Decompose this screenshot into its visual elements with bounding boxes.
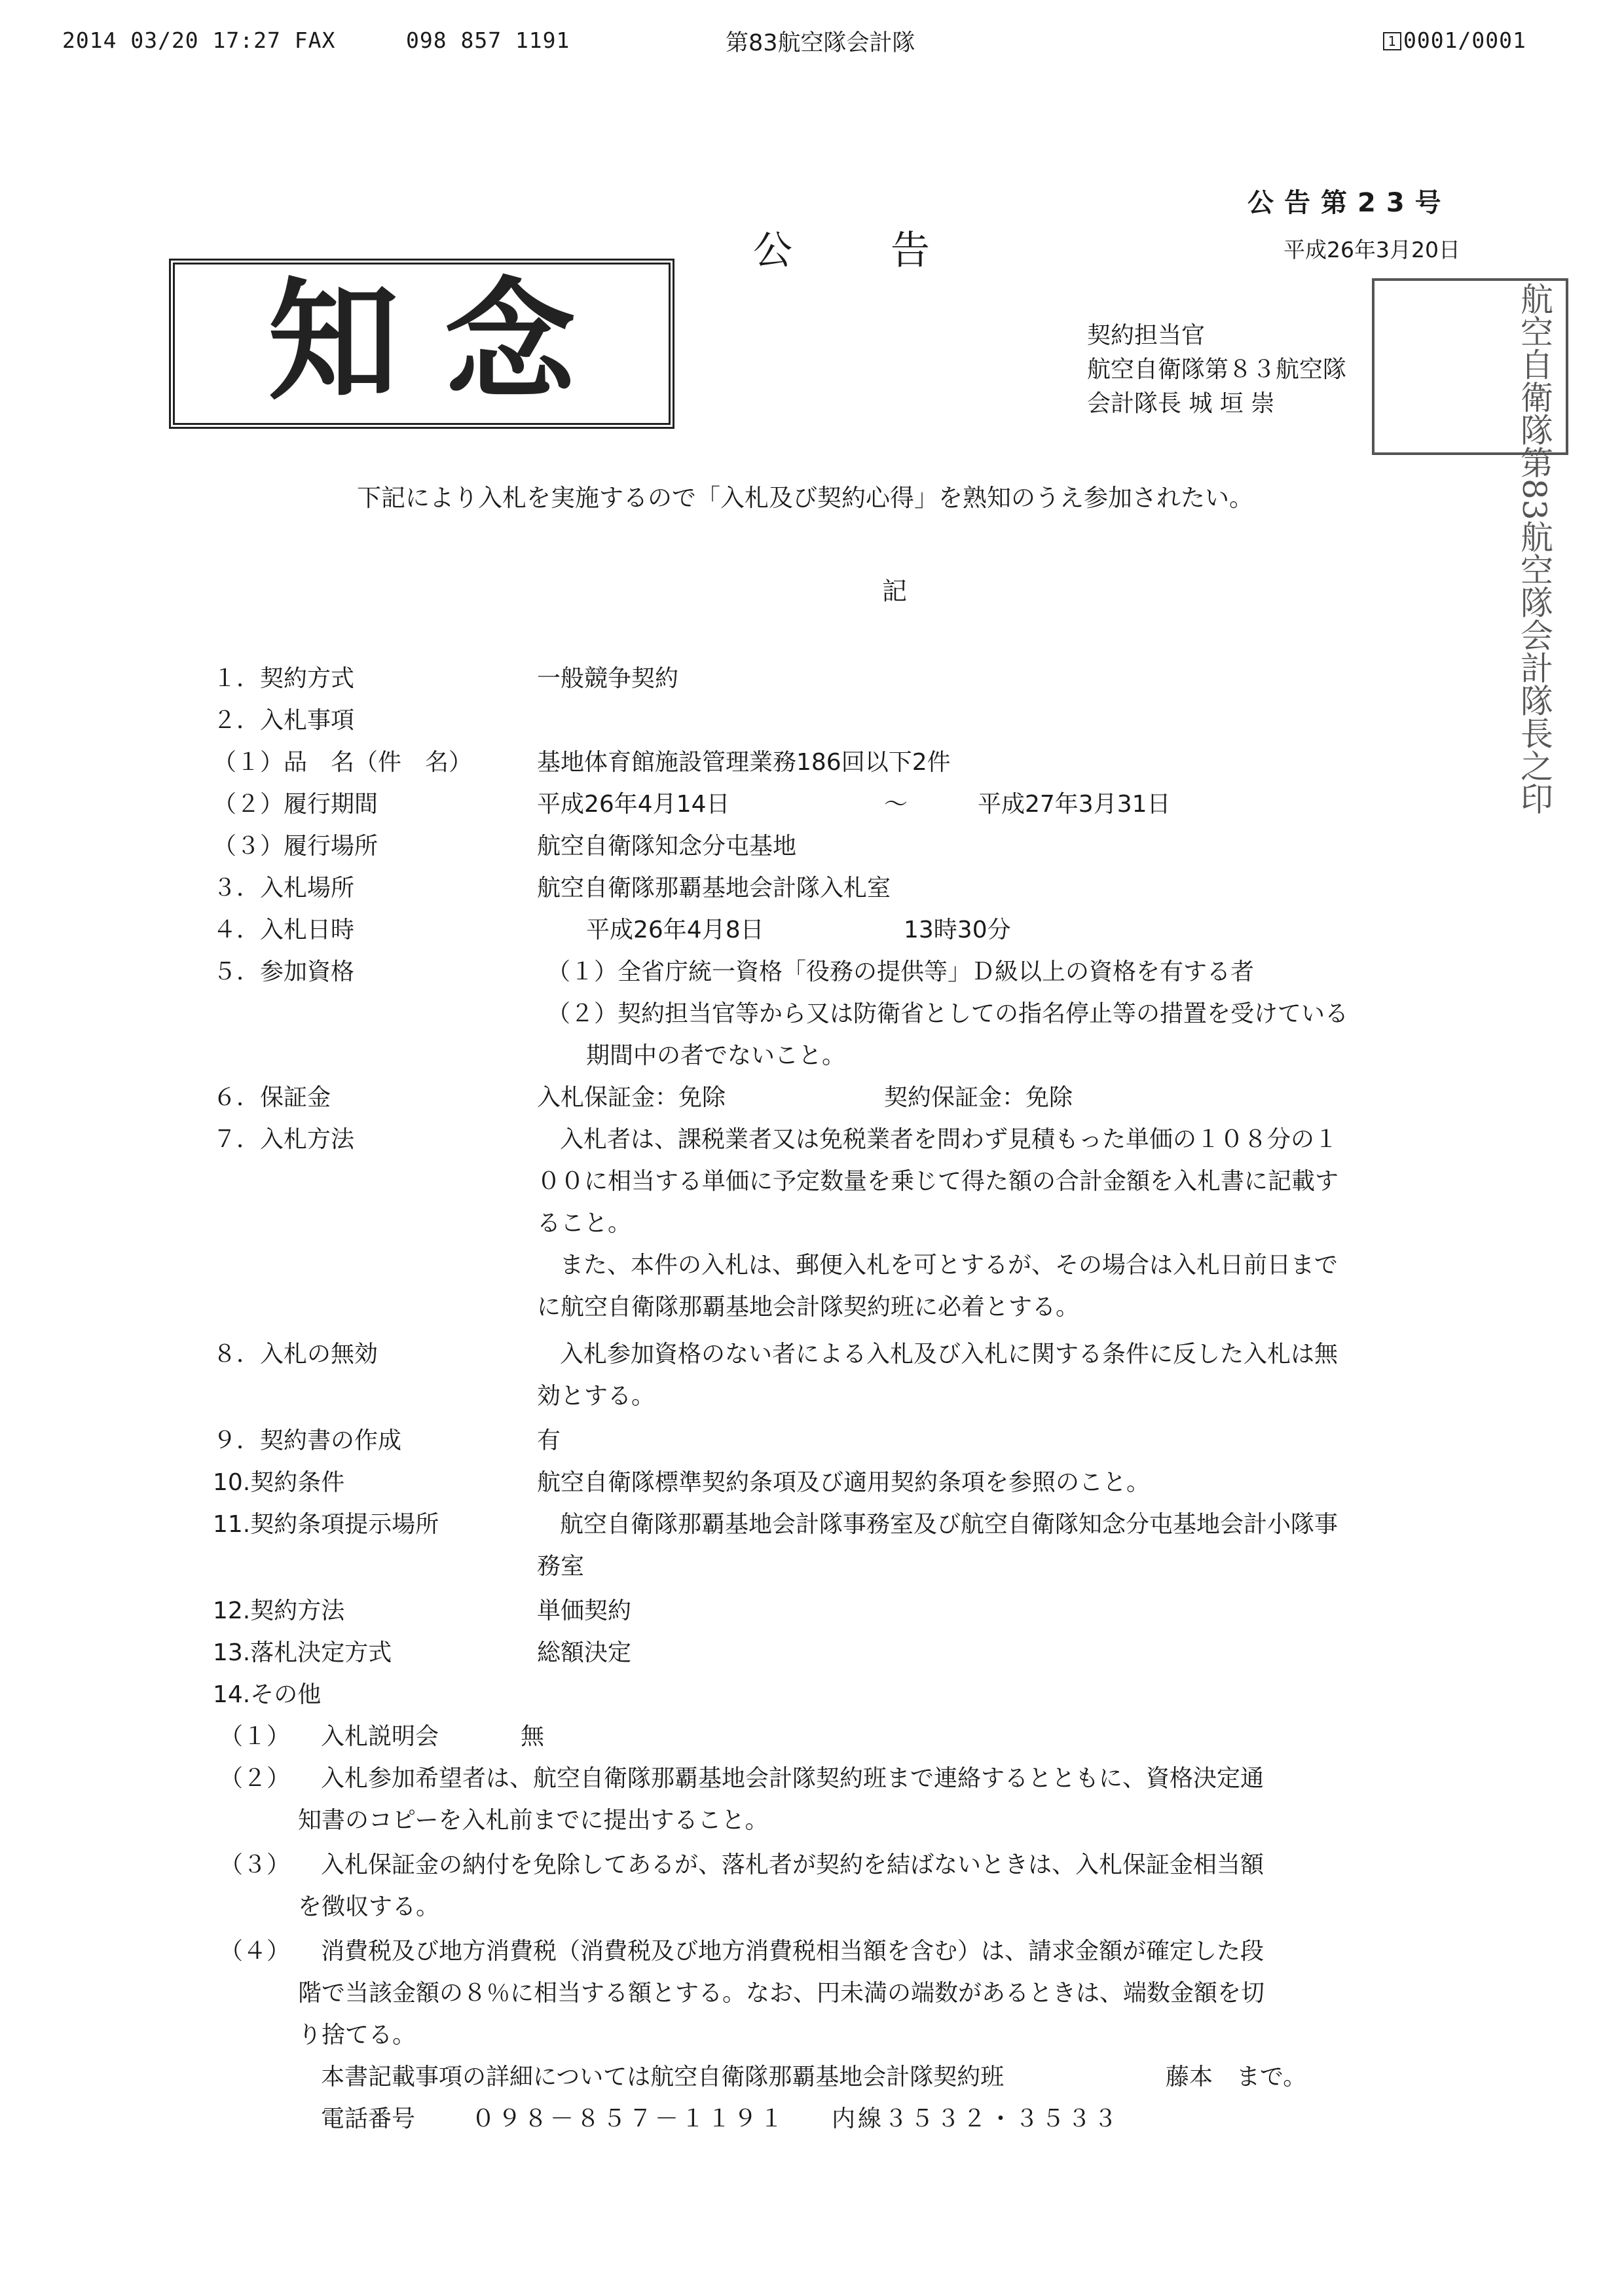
item-2-1-value: 基地体育館施設管理業務186回以下2件 [537,749,951,776]
item-4-time: 13時30分 [904,917,1011,943]
item-9-value: 有 [537,1427,561,1454]
item-14-1-number: （１） [219,1723,291,1750]
item-6-bid-deposit: 入札保証金：免除 [537,1084,726,1111]
item-1-label: １．契約方式 [213,665,355,692]
item-7-line-5: に航空自衛隊那覇基地会計隊契約班に必着とする。 [537,1294,1080,1321]
item-13-label: 13.落札決定方式 [213,1639,392,1666]
item-2-3-value: 航空自衛隊知念分屯基地 [537,833,797,860]
item-14-2-line-2: 知書のコピーを入札前までに提出すること。 [298,1807,769,1834]
item-7-line-3: ること。 [537,1210,632,1237]
item-10-value: 航空自衛隊標準契約条項及び適用契約条項を参照のこと。 [537,1469,1151,1496]
item-12-value: 単価契約 [537,1597,632,1624]
item-5-label: ５．参加資格 [213,958,355,985]
issuer-role: 契約担当官 [1087,322,1206,349]
phone-label: 電話番号 [321,2105,416,2132]
item-4-label: ４．入札日時 [213,917,355,943]
item-14-2-number: （２） [219,1765,291,1792]
item-2-2-from: 平成26年4月14日 [537,791,730,818]
item-14-3-line-2: を徴収する。 [298,1893,440,1920]
item-7-line-1: 入札者は、課税業者又は免税業者を問わず見積もった単価の１０８分の１ [560,1126,1338,1153]
item-14-3-number: （３） [219,1851,291,1878]
item-14-label: 14.その他 [213,1681,322,1708]
item-2-1-label: （１）品 名（件 名） [213,749,473,776]
item-2-2-label: （２）履行期間 [213,791,378,818]
official-seal: 航空自衛隊第83航空隊会計隊長之印 [1372,278,1568,455]
item-14-2-line-1: 入札参加希望者は、航空自衛隊那覇基地会計隊契約班まで連絡するとともに、資格決定通 [321,1765,1264,1792]
item-8-label: ８．入札の無効 [213,1341,378,1368]
item-3-value: 航空自衛隊那覇基地会計隊入札室 [537,875,891,902]
phone-extension: 内線３５３２・３５３３ [832,2105,1120,2132]
item-6-label: ６．保証金 [213,1084,331,1111]
item-14-4-line-1: 消費税及び地方消費税（消費税及び地方消費税相当額を含む）は、請求金額が確定した段 [321,1938,1264,1965]
item-14-3-line-1: 入札保証金の納付を免除してあるが、落札者が契約を結ばないときは、入札保証金相当額 [321,1851,1264,1878]
issuer-org: 航空自衛隊第８３航空隊 [1087,356,1347,383]
item-5-line-1: （１）全省庁統一資格「役務の提供等」Ｄ級以上の資格を有する者 [547,958,1255,985]
fax-page-counter [1383,27,1526,53]
item-10-label: 10.契約条件 [213,1469,345,1496]
item-11-label: 11.契約条項提示場所 [213,1511,439,1538]
intro-sentence: 下記により入札を実施するので「入札及び契約心得」を熟知のうえ参加されたい。 [357,484,1253,512]
item-14-4-number: （４） [219,1938,291,1965]
item-11-line-1: 航空自衛隊那覇基地会計隊事務室及び航空自衛隊知念分屯基地会計小隊事 [560,1511,1338,1538]
item-2-label: ２．入札事項 [213,707,355,734]
contact-person: 藤本 まで。 [1166,2064,1307,2090]
item-6-contract-deposit: 契約保証金：免除 [884,1084,1073,1111]
fax-page-mark: 1 [1383,32,1401,50]
item-13-value: 総額決定 [537,1639,632,1666]
item-8-line-2: 効とする。 [537,1383,655,1410]
item-14-4-line-2: 階で当該金額の８％に相当する額とする。なお、円未満の端数があるときは、端数金額を切 [298,1980,1265,2007]
issuer-block [1087,319,1346,421]
item-14-1-text: 入札説明会 [321,1723,439,1750]
item-2-3-label: （３）履行場所 [213,833,378,860]
item-5-line-3: 期間中の者でないこと。 [586,1042,846,1069]
item-8-line-1: 入札参加資格のない者による入札及び入札に関する条件に反した入札は無 [560,1341,1338,1368]
stamp-word-box: 知念 [169,259,674,429]
phone-number: ０９８－８５７－１１９１ [471,2105,786,2132]
item-1-value: 一般競争契約 [537,665,679,692]
item-2-2-to: 平成27年3月31日 [978,791,1171,818]
fax-sender: 第83航空隊会計隊 [726,30,915,56]
ki-marker: 記 [882,577,908,606]
notice-date: 平成26年3月20日 [1283,237,1460,263]
item-7-line-2: ００に相当する単価に予定数量を乗じて得た額の合計金額を入札書に記載す [537,1168,1339,1195]
fax-page-count: 0001/0001 [1403,27,1526,53]
item-14-1-value: 無 [521,1723,545,1750]
fax-number: 098 857 1191 [406,27,570,53]
contact-line: 本書記載事項の詳細については航空自衛隊那覇基地会計隊契約班 [321,2064,1005,2090]
fax-datetime: 2014 03/20 17:27 FAX [62,27,336,53]
item-7-label: ７．入札方法 [213,1126,355,1153]
item-14-4-line-3: り捨てる。 [298,2022,416,2049]
item-4-date: 平成26年4月8日 [586,917,764,943]
item-5-line-2: （２）契約担当官等から又は防衛省としての指名停止等の措置を受けている [547,1000,1349,1027]
notice-number: 公告第23号 [1247,188,1452,218]
item-3-label: ３．入札場所 [213,875,355,902]
notice-title: 公告 [753,228,1028,274]
issuer-name: 会計隊長 城 垣 崇 [1087,390,1275,417]
item-9-label: ９．契約書の作成 [213,1427,402,1454]
item-7-line-4: また、本件の入札は、郵便入札を可とするが、その場合は入札日前日まで [560,1252,1338,1279]
item-11-line-2: 務室 [537,1553,585,1580]
item-12-label: 12.契約方法 [213,1597,345,1624]
item-2-2-separator: ～ [884,791,908,818]
